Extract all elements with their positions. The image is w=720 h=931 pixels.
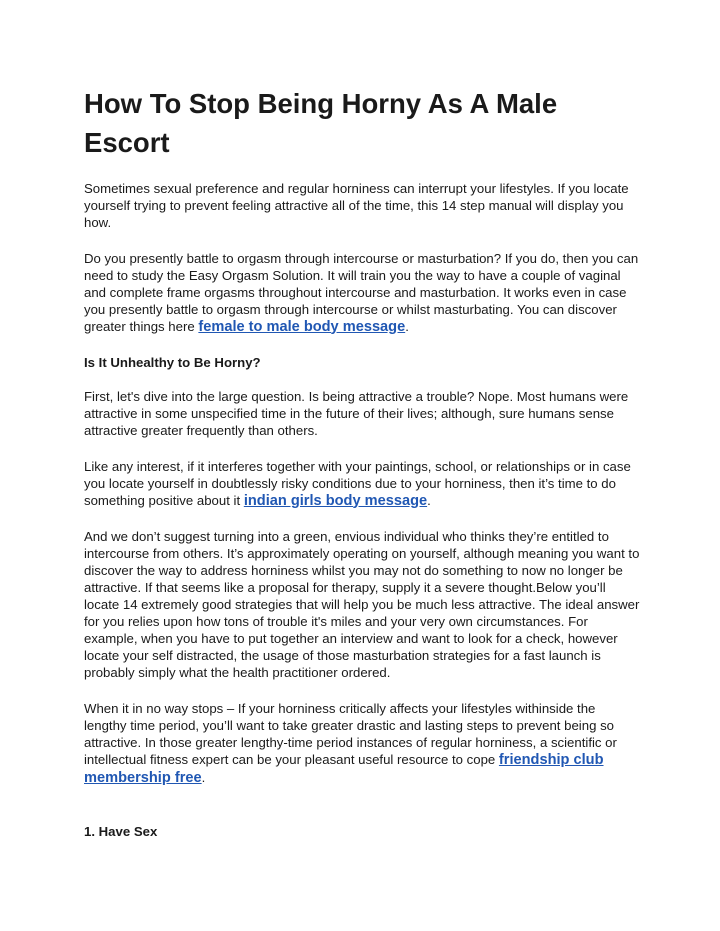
friendship-club-membership-free-link[interactable]: friendship club membership free <box>84 751 604 786</box>
strategies-paragraph: And we don’t suggest turning into a green, envious individual who thinks they’re entitled to intercourse from others. It’s approximately operating on yourself, although meaning you want to discover the way to address horniness whilst you may not do something to now no longer be attractive. If that seems like a proposal for therapy, supply it a severe thought.Below you’ll locate 14 extremely good strategies that will help you be much less attractive. The ideal answer for you relies upon how tons of trouble it's miles and your very own circumstances. For example, when you have to put together an interview and want to look for a check, however locate your self distracted, the usage of those masturbation strategies for a fast launch is probably simply what the health practitioner ordered. <box>84 529 640 680</box>
interest-paragraph <box>84 458 640 510</box>
intro-paragraph: Sometimes sexual preference and regular horniness can interrupt your lifestyles. If you locate yourself trying to prevent feeling attractive all of the time, this 14 step manual will display you how. <box>84 181 629 230</box>
interest-paragraph-text: Like any interest, if it interferes together with your paintings, school, or relationships or in case you locate yourself in doubtlessly risky conditions due to your horniness, then it’s time to do something positive about it <box>84 458 631 508</box>
never-stops-paragraph-text: When it in no way stops – If your horniness critically affects your lifestyles withinside the lengthy time period, you’ll want to take greater drastic and lasting steps to prevent being so attractive. In those greater lengthy-time period instances of regular horniness, a scientific or intellectual fitness expert can be your pleasant useful resource to cope <box>84 700 617 767</box>
female-to-male-body-message-link[interactable]: female to male body message <box>198 318 406 335</box>
large-question-paragraph: First, let's dive into the large question. Is being attractive a trouble? Nope. Most humans were attractive in some unspecified time in the future of their lives; although, sure humans sense attractive greater frequently than others. <box>84 389 629 438</box>
period: . <box>405 318 409 334</box>
period: . <box>427 492 431 508</box>
section-heading-have-sex: 1. Have Sex <box>84 823 158 839</box>
period: . <box>201 769 206 785</box>
document-page <box>84 84 640 857</box>
orgasm-paragraph <box>84 250 640 336</box>
indian-girls-body-message-link[interactable]: indian girls body message <box>243 492 428 509</box>
never-stops-paragraph <box>84 700 640 787</box>
page-title: How To Stop Being Horny As A Male Escort <box>84 88 558 158</box>
orgasm-paragraph-text: Do you presently battle to orgasm through intercourse or masturbation? If you do, then you can need to study the Easy Orgasm Solution. It will train you the way to have a couple of vaginal and complete frame orgasms throughout intercourse and masturbation. It works even in case you presently battle to orgasm through intercourse or whilst masturbating. You can discover greater things here <box>84 250 639 334</box>
section-heading-unhealthy: Is It Unhealthy to Be Horny? <box>84 355 261 370</box>
